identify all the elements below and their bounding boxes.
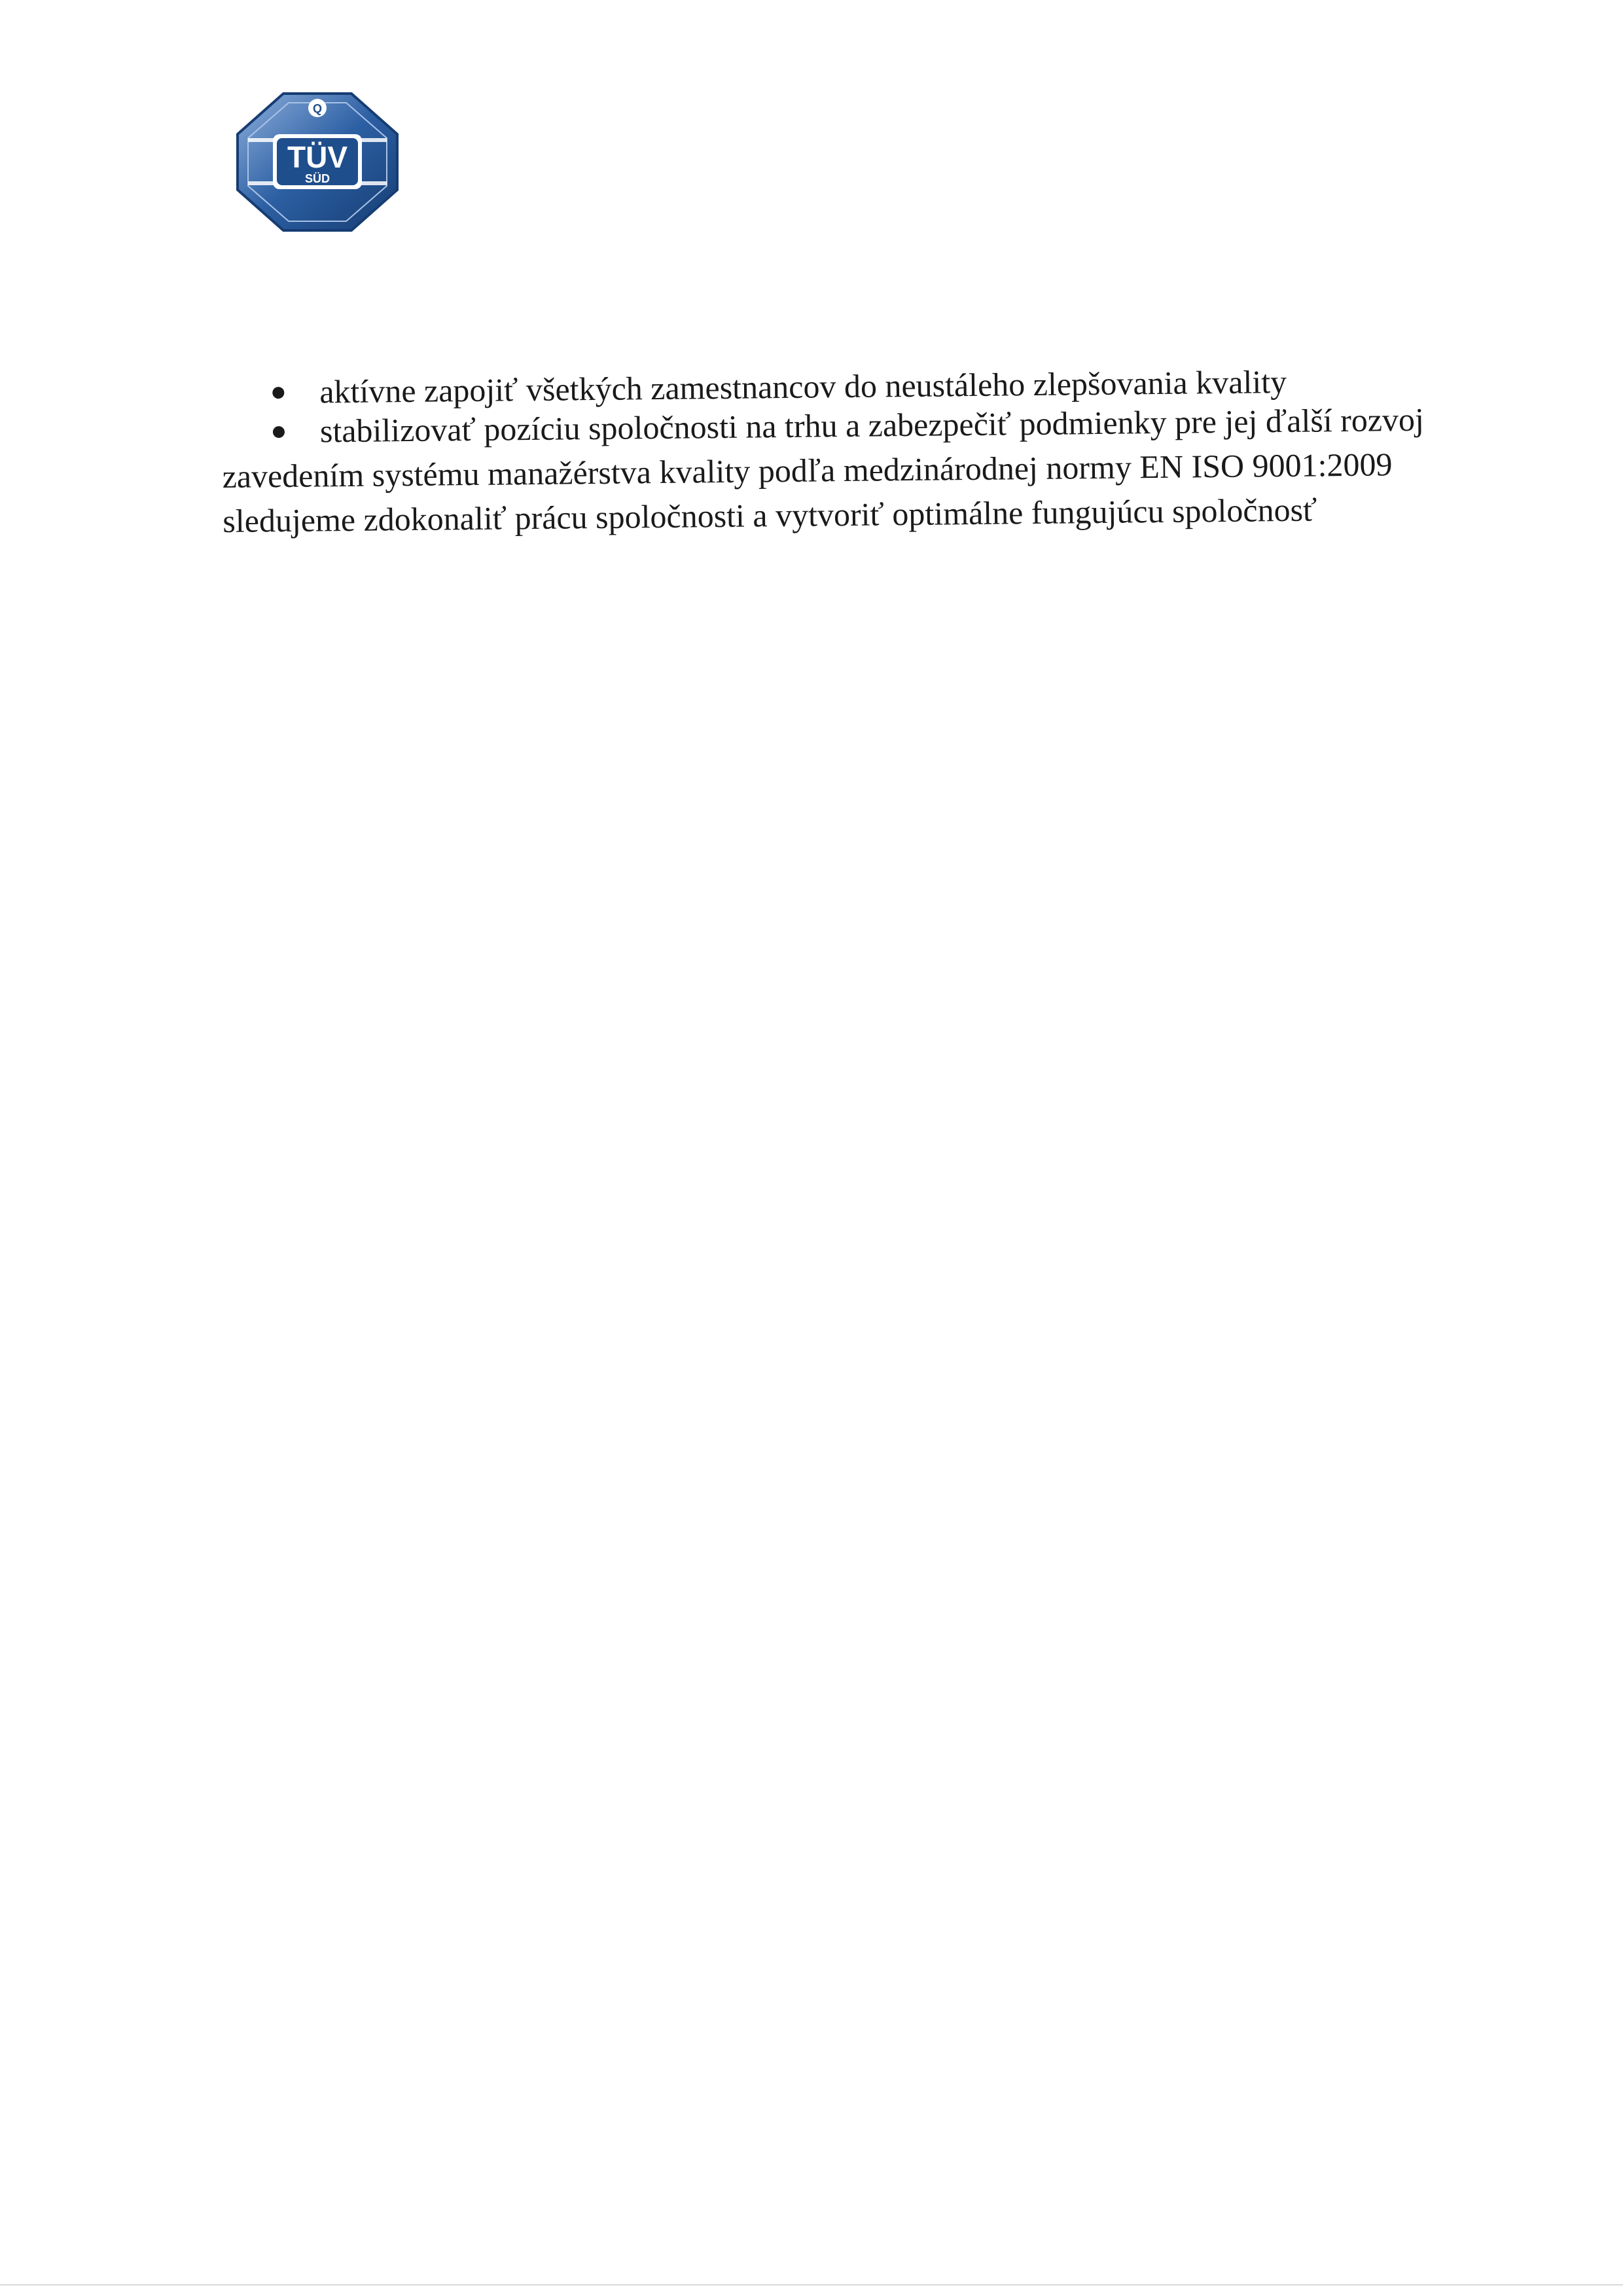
paragraph-line: zavedením systému manažérstva kvality podľa medzinárodnej normy EN ISO 9001:2009: [222, 446, 1393, 495]
tuv-sud-octagon-icon: [232, 88, 402, 236]
document-body: [221, 361, 1440, 543]
paragraph-line: sledujeme zdokonaliť prácu spoločnosti a vytvoriť optimálne fungujúcu spoločnosť: [223, 491, 1317, 539]
logo-q-text: Q: [312, 102, 323, 115]
logo-main-text: TÜV: [287, 140, 348, 174]
bullet-dot-icon: [272, 387, 284, 399]
bullet-text: aktívne zapojiť všetkých zamestnancov do neustáleho zlepšovania kvality: [319, 363, 1287, 410]
tuv-sud-logo: [232, 88, 402, 236]
logo-sub-text: SÜD: [304, 172, 330, 185]
page-bottom-edge: [0, 2284, 1623, 2286]
bullet-list: [221, 361, 1439, 452]
bullet-text: stabilizovať pozíciu spoločnosti na trhu a zabezpečiť podmienky pre jej ďalší rozvoj: [319, 401, 1425, 450]
bullet-dot-icon: [273, 426, 285, 438]
